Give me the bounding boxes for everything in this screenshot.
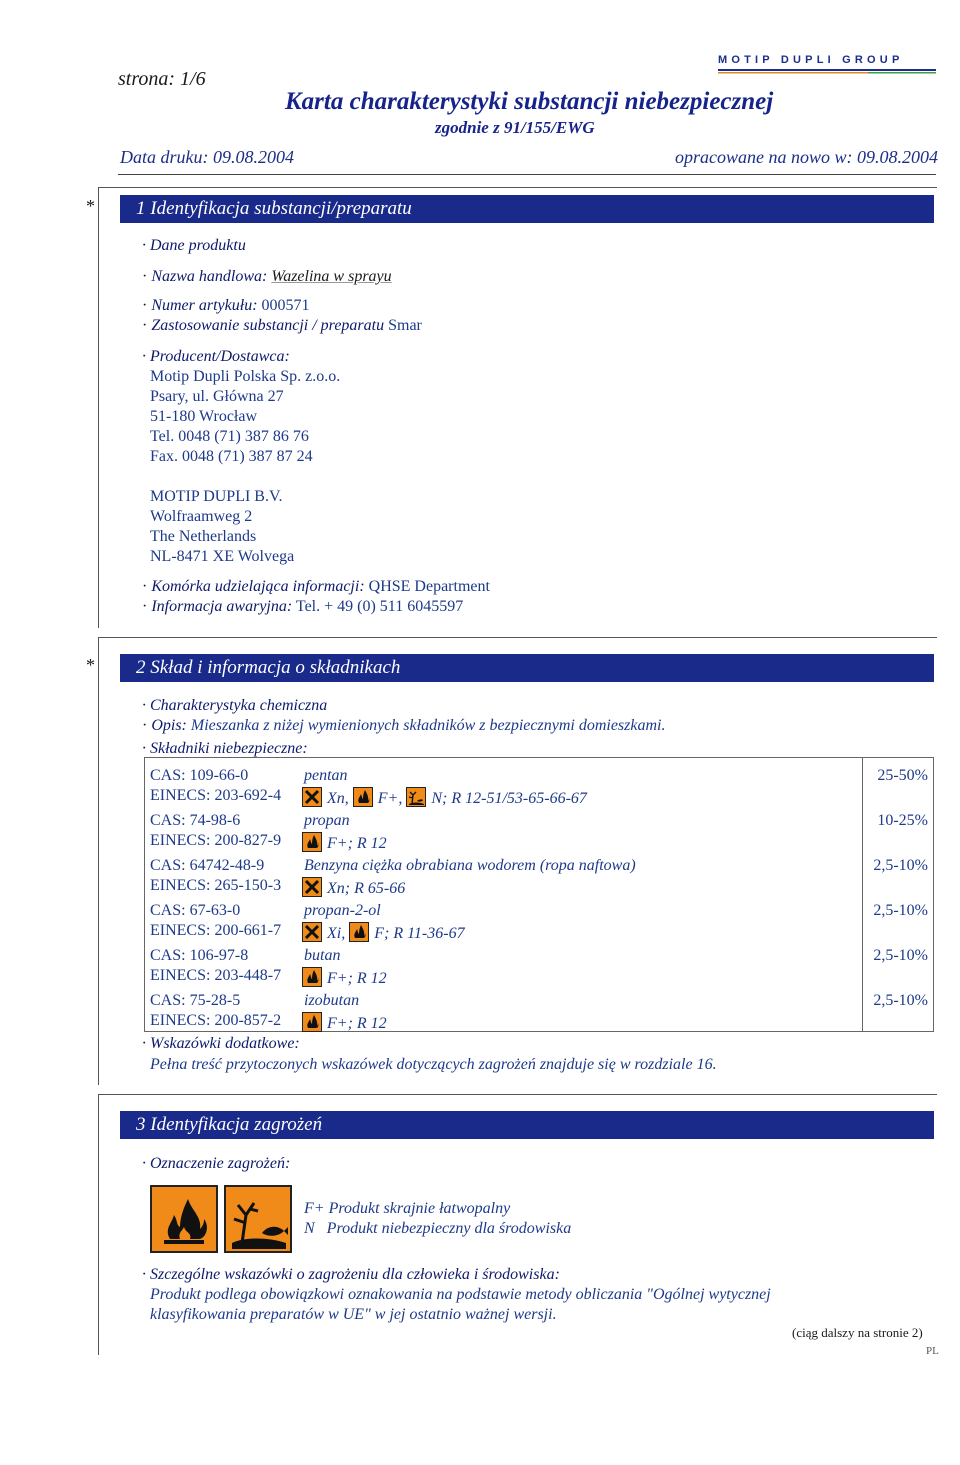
cas-number: CAS: 74-98-6: [150, 812, 241, 829]
brand-logo-text: MOTIP DUPLI GROUP: [718, 54, 904, 66]
ingredient-name: propan-2-ol: [304, 902, 381, 919]
producer-line: 51-180 Wrocław: [150, 408, 258, 425]
section-2-change-marker: *: [86, 655, 95, 675]
special-hazard-label: · Szczególne wskazówki o zagrożeniu dla człowieka i środowiska:: [142, 1266, 560, 1283]
producer2-line: NL-8471 XE Wolvega: [150, 548, 295, 565]
cas-number: CAS: 67-63-0: [150, 902, 241, 919]
ingredient-name: pentan: [304, 767, 348, 784]
ingredient-name: propan: [304, 812, 350, 829]
section-3-title: 3 Identyfikacja zagrożeń: [120, 1111, 934, 1139]
cas-number: CAS: 75-28-5: [150, 992, 241, 1009]
cas-number: CAS: 109-66-0: [150, 767, 249, 784]
flame-pictogram-icon: [150, 1185, 218, 1253]
flammable-flame-icon: [302, 1012, 322, 1032]
hazard-line: F+ Produkt skrajnie łatwopalny: [304, 1200, 511, 1217]
special-hazard-text: klasyfikowania preparatów w UE" w jej ostatnio ważnej wersji.: [150, 1306, 557, 1323]
revision-date: opracowane na nowo w: 09.08.2004: [675, 147, 938, 167]
emergency-row: · Informacja awaryjna: Tel. + 49 (0) 511 6045597: [142, 598, 464, 615]
einecs-number: EINECS: 203-692-4: [150, 787, 282, 804]
producer-line: Motip Dupli Polska Sp. z.o.o.: [150, 368, 341, 385]
page-number: strona: 1/6: [118, 68, 206, 90]
section-1-change-marker: *: [86, 196, 95, 216]
flammable-flame-icon: [353, 787, 373, 807]
classification: [302, 832, 387, 853]
ingredient-share: 2,5-10%: [873, 857, 928, 874]
producer2-line: MOTIP DUPLI B.V.: [150, 488, 283, 505]
classification-part: F+,: [377, 790, 403, 807]
classification: [302, 877, 405, 898]
einecs-number: EINECS: 200-857-2: [150, 1012, 282, 1029]
classification-part: Xn,: [327, 790, 349, 807]
classification-part: F+; R 12: [327, 1015, 387, 1032]
ingredient-share: 2,5-10%: [873, 947, 928, 964]
classification-part: F+; R 12: [327, 835, 387, 852]
ingredient-name: Benzyna ciężka obrabiana wodorem (ropa naftowa): [304, 857, 636, 874]
product-data-label: · Dane produktu: [142, 237, 246, 254]
classification-part: Xi,: [327, 925, 346, 942]
special-hazard-text: Produkt podlega obowiązkowi oznakowania na podstawie metody obliczania "Ogólnej wytycznej: [150, 1286, 771, 1303]
document-subtitle: zgodnie z 91/155/EWG: [435, 118, 595, 137]
producer-line: Psary, ul. Główna 27: [150, 388, 284, 405]
ingredient-share: 25-50%: [877, 767, 928, 784]
cas-number: CAS: 64742-48-9: [150, 857, 265, 874]
hazard-marking-label: · Oznaczenie zagrożeń:: [142, 1155, 291, 1172]
ingredient-name: izobutan: [304, 992, 360, 1009]
producer2-line: Wolfraamweg 2: [150, 508, 253, 525]
einecs-number: EINECS: 203-448-7: [150, 967, 282, 984]
additional-label: · Wskazówki dodatkowe:: [142, 1035, 300, 1052]
hazardous-label: · Składniki niebezpieczne:: [142, 740, 308, 757]
environment-pictogram-icon: [224, 1185, 292, 1253]
harmful-cross-icon: [302, 787, 322, 807]
trade-name-row: · Nazwa handlowa: Wazelina w sprayu: [142, 268, 392, 285]
flammable-flame-icon: [302, 832, 322, 852]
chem-char-label: · Charakterystyka chemiczna: [142, 697, 328, 714]
section-1-title: 1 Identyfikacja substancji/preparatu: [120, 195, 934, 223]
ingredient-name: butan: [304, 947, 341, 964]
producer-line: Tel. 0048 (71) 387 86 76: [150, 428, 309, 445]
classification: [302, 1012, 387, 1033]
harmful-cross-icon: [302, 877, 322, 897]
classification: [302, 967, 387, 988]
ingredient-share: 2,5-10%: [873, 902, 928, 919]
additional-text: Pełna treść przytoczonych wskazówek dotyczących zagrożeń znajduje się w rozdziale 16.: [150, 1056, 717, 1073]
print-date: Data druku: 09.08.2004: [120, 147, 294, 167]
flammable-flame-icon: [302, 967, 322, 987]
article-number-row: · Numer artykułu: 000571: [142, 297, 310, 314]
ingredient-share: 2,5-10%: [873, 992, 928, 1009]
section-2-title: 2 Skład i informacja o składnikach: [120, 654, 934, 682]
classification: [302, 787, 587, 808]
ingredient-share: 10-25%: [877, 812, 928, 829]
brand-logo-line: [718, 69, 936, 75]
ingredients-table-divider: [862, 757, 863, 1032]
trade-name-value: Wazelina w sprayu: [271, 268, 392, 285]
environment-hazard-icon: [406, 787, 426, 807]
einecs-number: EINECS: 200-661-7: [150, 922, 282, 939]
flammable-flame-icon: [349, 922, 369, 942]
usage-row: · Zastosowanie substancji / preparatu Smar: [142, 317, 422, 334]
classification-part: F; R 11-36-67: [374, 925, 465, 942]
language-code: PL: [926, 1345, 939, 1357]
producer-line: Fax. 0048 (71) 387 87 24: [150, 448, 313, 465]
classification: [302, 922, 465, 943]
classification-part: N; R 12-51/53-65-66-67: [431, 790, 587, 807]
continued-note: (ciąg dalszy na stronie 2): [792, 1325, 923, 1340]
cas-number: CAS: 106-97-8: [150, 947, 249, 964]
info-dept-row: · Komórka udzielająca informacji: QHSE Department: [142, 578, 490, 595]
classification-part: Xn; R 65-66: [327, 880, 406, 897]
hazard-line: N Produkt niebezpieczny dla środowiska: [304, 1220, 572, 1237]
harmful-cross-icon: [302, 922, 322, 942]
producer2-line: The Netherlands: [150, 528, 257, 545]
producer-label: · Producent/Dostawca:: [142, 348, 290, 365]
einecs-number: EINECS: 265-150-3: [150, 877, 282, 894]
description-row: · Opis: Mieszanka z niżej wymienionych składników z bezpiecznymi domieszkami.: [142, 717, 666, 734]
classification-part: F+; R 12: [327, 970, 387, 987]
document-title: Karta charakterystyki substancji niebezpiecznej: [285, 88, 774, 115]
einecs-number: EINECS: 200-827-9: [150, 832, 282, 849]
header-divider: [118, 174, 936, 175]
